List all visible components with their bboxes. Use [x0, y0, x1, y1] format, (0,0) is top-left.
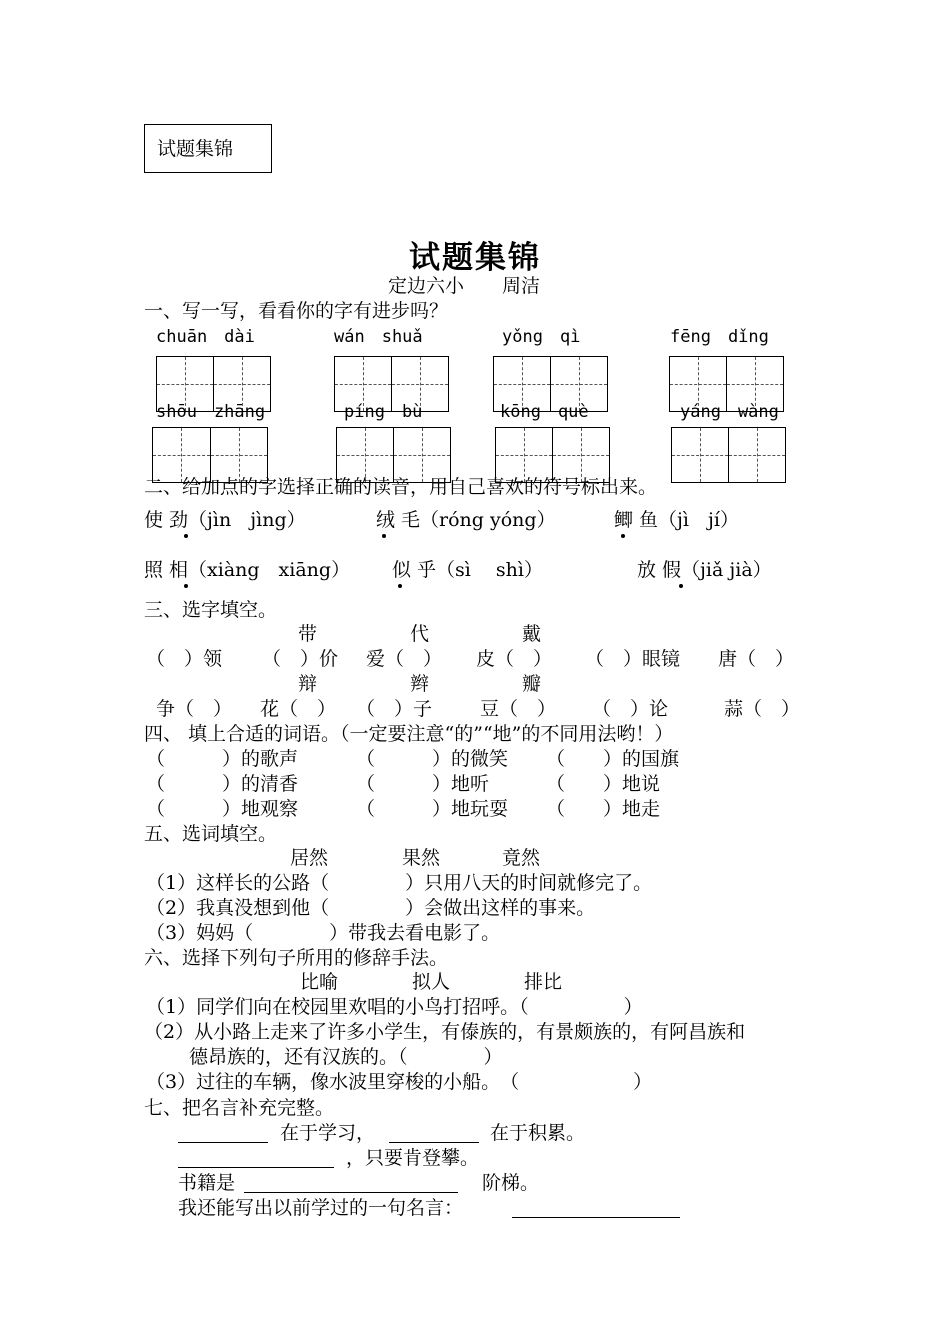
- fill-item: 蒜（ ）: [724, 698, 801, 720]
- pinyin-3: yǒng qì: [502, 327, 581, 347]
- char-option: 辩: [298, 673, 318, 695]
- pinyin-1: chuān dài: [156, 327, 255, 347]
- char-option: 戴: [522, 623, 542, 645]
- fill-item: （ ）论: [592, 698, 669, 720]
- char-option: 辫: [410, 673, 430, 695]
- sentence-item: （1）这样长的公路（ ）只用八天的时间就修完了。: [146, 872, 653, 894]
- fill-item: 皮（ ）: [476, 648, 553, 670]
- quote-text: ，只要肯登攀。: [346, 1147, 480, 1169]
- phrase-item: （ ）地说: [546, 773, 661, 795]
- sentence-item: 德昂族的，还有汉族的。（ ）: [189, 1046, 503, 1068]
- fill-item: 花（ ）: [260, 698, 337, 720]
- reading-item: 鲫 鱼（jì jí）: [614, 509, 739, 531]
- phrase-item: （ ）地走: [546, 798, 661, 820]
- char-option: 代: [410, 623, 430, 645]
- header-label-text: 试题集锦: [157, 138, 234, 160]
- blank-line[interactable]: [178, 1142, 268, 1143]
- section-4-heading: 四、 填上合适的词语。（一定要注意“的”“地”的不同用法哟！）: [144, 723, 674, 745]
- sentence-item: （2）我真没想到他（ ）会做出这样的事来。: [146, 897, 596, 919]
- quote-text: 书籍是: [178, 1172, 236, 1194]
- word-option: 竟然: [502, 847, 541, 869]
- pinyin-5: shōu zhāng: [156, 402, 266, 422]
- word-option: 居然: [290, 847, 329, 869]
- section-2-heading: 二、给加点的字选择正确的读音，用自己喜欢的符号标出来。: [144, 476, 658, 498]
- phrase-item: （ ）的清香: [146, 773, 299, 795]
- fill-item: 争（ ）: [156, 698, 233, 720]
- pinyin-6: píng bù: [344, 402, 423, 422]
- fill-item: 爱（ ）: [366, 648, 443, 670]
- writing-grid[interactable]: [152, 427, 268, 483]
- section-5-heading: 五、选词填空。: [144, 823, 278, 845]
- page-title: 试题集锦: [409, 240, 541, 276]
- phrase-item: （ ）地听: [356, 773, 490, 795]
- fill-item: （ ）子: [356, 698, 433, 720]
- char-option: 瓣: [522, 673, 542, 695]
- emphasis-dot: [382, 534, 386, 538]
- sentence-item: （3）过往的车辆，像水波里穿梭的小船。 （ ）: [146, 1071, 653, 1093]
- blank-line[interactable]: [178, 1167, 334, 1168]
- writing-grid[interactable]: [495, 427, 610, 483]
- fill-item: 唐（ ）: [718, 648, 795, 670]
- blank-line[interactable]: [244, 1192, 458, 1193]
- sentence-item: （1）同学们向在校园里欢唱的小鸟打招呼。（ ）: [146, 996, 643, 1018]
- author-line: 定边六小 周洁: [388, 275, 541, 297]
- sentence-item: （2）从小路上走来了许多小学生，有傣族的，有景颇族的，有阿昌族和: [144, 1021, 746, 1043]
- fill-item: （ ）眼镜: [585, 648, 681, 670]
- word-option: 果然: [402, 847, 441, 869]
- fill-item: （ ）价: [262, 648, 339, 670]
- phrase-item: （ ）的微笑: [356, 748, 509, 770]
- section-7-heading: 七、把名言补充完整。: [144, 1097, 335, 1119]
- emphasis-dot: [679, 584, 683, 588]
- char-option: 带: [298, 623, 318, 645]
- section-3-heading: 三、选字填空。: [144, 599, 278, 621]
- reading-item: 放 假（jiǎ jià）: [637, 559, 772, 581]
- reading-item: 绒 毛（róng yóng）: [376, 509, 556, 531]
- phrase-item: （ ）的歌声: [146, 748, 299, 770]
- sentence-item: （3）妈妈（ ）带我去看电影了。: [146, 922, 501, 944]
- emphasis-dot: [184, 534, 188, 538]
- phrase-item: （ ）地观察: [146, 798, 299, 820]
- emphasis-dot: [398, 584, 402, 588]
- reading-item: 照 相（xiàng xiāng）: [144, 559, 351, 581]
- writing-grid[interactable]: [336, 427, 451, 483]
- emphasis-dot: [621, 534, 625, 538]
- reading-item: 使 劲（jìn jìng）: [144, 509, 306, 531]
- pinyin-2: wán shuǎ: [334, 327, 423, 347]
- fill-item: （ ）领: [146, 648, 223, 670]
- phrase-item: （ ）地玩耍: [356, 798, 509, 820]
- section-1-heading: 一、写一写，看看你的字有进步吗？: [144, 300, 449, 322]
- blank-line[interactable]: [389, 1142, 479, 1143]
- pinyin-4: fēng dǐng: [670, 327, 769, 347]
- section-6-heading: 六、选择下列句子所用的修辞手法。: [144, 947, 449, 969]
- writing-grid[interactable]: [671, 427, 786, 483]
- quote-text: 我还能写出以前学过的一句名言：: [178, 1197, 464, 1219]
- blank-line[interactable]: [512, 1217, 680, 1218]
- word-option: 比喻: [300, 971, 339, 993]
- word-option: 拟人: [412, 971, 451, 993]
- quote-text: 在于积累。: [490, 1122, 586, 1144]
- word-option: 排比: [524, 971, 563, 993]
- pinyin-8: yáng wàng: [680, 402, 779, 422]
- quote-text: 阶梯。: [482, 1172, 540, 1194]
- phrase-item: （ ）的国旗: [546, 748, 680, 770]
- quote-text: 在于学习，: [280, 1122, 376, 1144]
- emphasis-dot: [184, 584, 188, 588]
- pinyin-7: kōng què: [500, 402, 589, 422]
- header-label-box: [144, 124, 272, 173]
- reading-item: 似 乎（sì shì）: [392, 559, 543, 581]
- fill-item: 豆（ ）: [480, 698, 557, 720]
